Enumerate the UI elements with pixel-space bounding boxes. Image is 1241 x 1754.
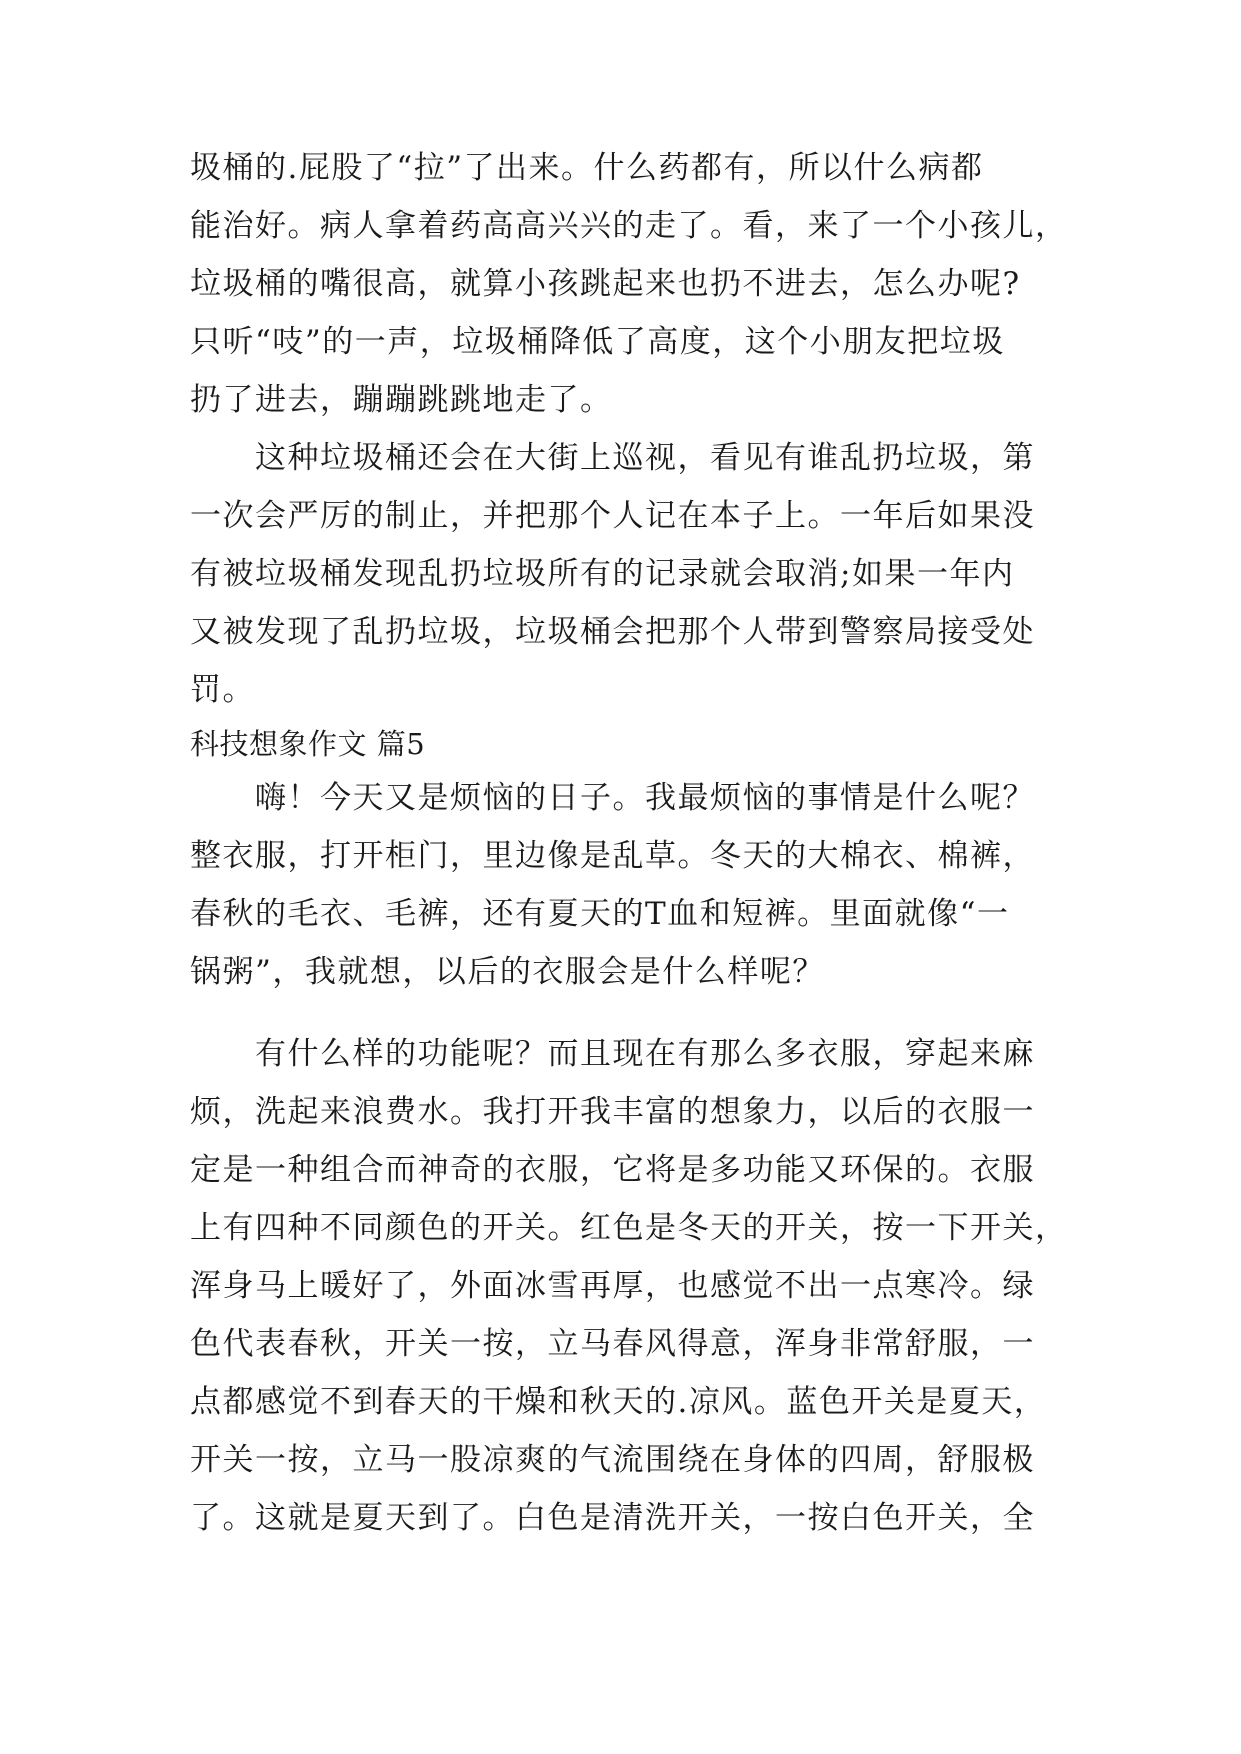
paragraph-4-line-9: 了。这就是夏天到了。白色是清洗开关，一按白色开关，全 — [190, 1500, 1035, 1536]
paragraph-4-line-4: 上有四种不同颜色的开关。红色是冬天的开关，按一下开关， — [190, 1210, 1068, 1246]
paragraph-4-line-3: 定是一种组合而神奇的衣服，它将是多功能又环保的。衣服 — [190, 1152, 1035, 1188]
paragraph-2-line-1: 这种垃圾桶还会在大街上巡视，看见有谁乱扔垃圾，第 — [255, 440, 1035, 476]
paragraph-2-line-4: 又被发现了乱扔垃圾，垃圾桶会把那个人带到警察局接受处 — [190, 614, 1035, 650]
paragraph-4-line-2: 烦，洗起来浪费水。我打开我丰富的想象力，以后的衣服一 — [190, 1094, 1035, 1130]
paragraph-1-line-2: 能治好。病人拿着药高高兴兴的走了。看，来了一个小孩儿， — [190, 208, 1068, 244]
paragraph-3-line-1: 嗨！今天又是烦恼的日子。我最烦恼的事情是什么呢？ — [255, 780, 1035, 816]
paragraph-1-line-1: 圾桶的.屁股了“拉”了出来。什么药都有，所以什么病都 — [190, 150, 984, 186]
paragraph-2-line-3: 有被垃圾桶发现乱扔垃圾所有的记录就会取消;如果一年内 — [190, 556, 1015, 592]
paragraph-2-line-5: 罚。 — [190, 672, 255, 708]
paragraph-1-line-4: 只听“吱”的一声，垃圾桶降低了高度，这个小朋友把垃圾 — [190, 324, 1005, 360]
paragraph-4-line-6: 色代表春秋，开关一按，立马春风得意，浑身非常舒服，一 — [190, 1326, 1035, 1362]
section-heading: 科技想象作文 篇5 — [190, 727, 426, 761]
paragraph-3-line-2: 整衣服，打开柜门，里边像是乱草。冬天的大棉衣、棉裤， — [190, 838, 1035, 874]
paragraph-4-line-8: 开关一按，立马一股凉爽的气流围绕在身体的四周，舒服极 — [190, 1442, 1035, 1478]
paragraph-4-line-1: 有什么样的功能呢？而且现在有那么多衣服，穿起来麻 — [255, 1036, 1035, 1072]
paragraph-2-line-2: 一次会严厉的制止，并把那个人记在本子上。一年后如果没 — [190, 498, 1035, 534]
paragraph-1-line-5: 扔了进去，蹦蹦跳跳地走了。 — [190, 382, 613, 418]
paragraph-3-line-3: 春秋的毛衣、毛裤，还有夏天的T血和短裤。里面就像“一 — [190, 896, 1010, 932]
paragraph-1-line-3: 垃圾桶的嘴很高，就算小孩跳起来也扔不进去，怎么办呢? — [190, 266, 1021, 302]
paragraph-3-line-4: 锅粥”，我就想，以后的衣服会是什么样呢？ — [190, 954, 825, 990]
paragraph-4-line-5: 浑身马上暖好了，外面冰雪再厚，也感觉不出一点寒冷。绿 — [190, 1268, 1035, 1304]
paragraph-4-line-7: 点都感觉不到春天的干燥和秋天的.凉风。蓝色开关是夏天， — [190, 1384, 1047, 1420]
